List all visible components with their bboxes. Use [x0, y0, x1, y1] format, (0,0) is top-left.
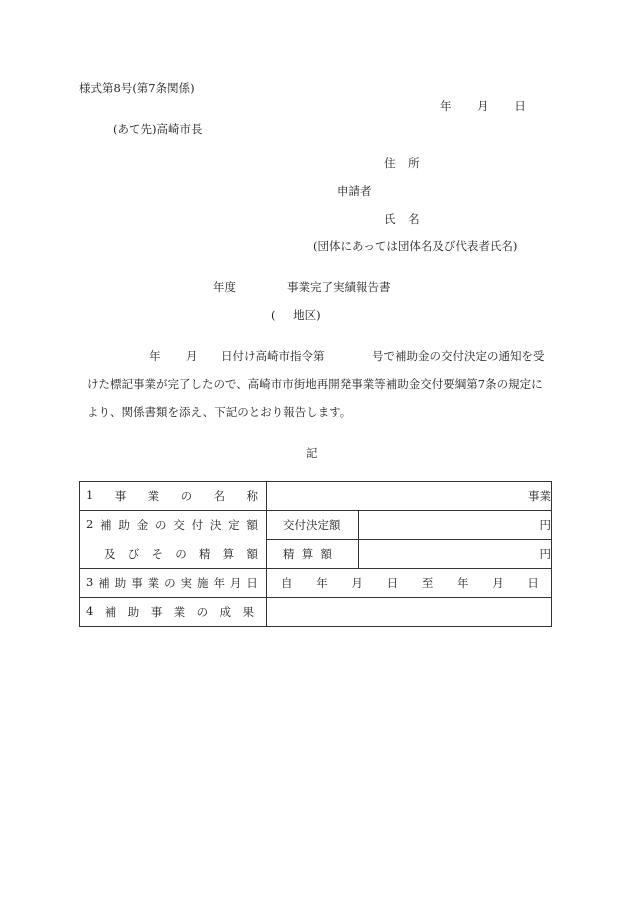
- label-char: 精: [283, 547, 295, 561]
- implementation-dates: [267, 575, 551, 591]
- row2b-label-cell: [80, 540, 267, 569]
- address-label-char: 所: [408, 156, 420, 170]
- project-name-field[interactable]: 事業: [267, 482, 552, 511]
- body-line1-year: 年: [149, 349, 161, 363]
- table-row: [80, 511, 552, 540]
- label-char: の: [164, 576, 176, 590]
- grant-decision-label-cell: [267, 511, 359, 540]
- row-number: 3: [86, 575, 94, 589]
- name-label: [384, 211, 420, 227]
- report-title: 事業完了実績報告書: [287, 280, 391, 294]
- grant-decision-label: 交付決定額: [283, 518, 341, 532]
- label-char: 算: [301, 547, 314, 561]
- body-line3: より、関係書類を添え、下記のとおり報告します。: [87, 405, 352, 419]
- label-char: 補: [104, 605, 117, 619]
- label-char: 算: [222, 546, 235, 561]
- row3-label: [80, 575, 266, 591]
- date-part: 自: [281, 576, 293, 590]
- body-line1-month: 月: [186, 349, 198, 363]
- label-char: 助: [118, 518, 130, 533]
- row4-label-cell: [80, 598, 267, 627]
- row3-label-cell: [80, 569, 267, 598]
- date-part: 至: [421, 576, 434, 590]
- date-part: 日: [386, 576, 399, 590]
- report-table: [79, 481, 552, 627]
- label-char: の: [196, 605, 209, 619]
- label-char: 果: [242, 605, 254, 619]
- implementation-dates-field[interactable]: [267, 569, 552, 598]
- date-line: [440, 98, 526, 114]
- label-char: 実: [180, 576, 193, 590]
- addressee: (あて先)高崎市長: [113, 122, 203, 136]
- row1-label: [80, 488, 266, 504]
- row2b-label: [80, 546, 266, 562]
- label-char: 金: [136, 518, 149, 533]
- label-char: 決: [209, 518, 222, 533]
- title-year: 年度: [213, 280, 236, 294]
- address-label: [384, 155, 420, 171]
- ki-heading: 記: [306, 446, 318, 460]
- table-row: [80, 569, 552, 598]
- label-char: 事: [114, 489, 127, 503]
- label-char: 助: [127, 605, 140, 619]
- body-line2: けた標記事業が完了したので、高崎市市街地再開発事業等補助金交付要綱第7条の規定に: [87, 377, 543, 391]
- label-char: 業: [147, 489, 160, 503]
- label-char: 額: [320, 547, 332, 561]
- date-part: 月: [351, 576, 363, 590]
- label-char: 補: [98, 576, 110, 590]
- body-line1-rest: 号で補助金の交付決定の通知を受: [372, 349, 545, 363]
- label-char: 月: [229, 576, 242, 590]
- label-char: そ: [151, 546, 163, 561]
- label-char: 付: [191, 518, 204, 533]
- label-char: の: [180, 489, 193, 503]
- grant-decision-amount-field[interactable]: 円: [359, 511, 552, 540]
- label-char: 業: [173, 605, 186, 619]
- settlement-amount-field[interactable]: 円: [359, 540, 552, 569]
- table-row: [80, 540, 552, 569]
- district-open-paren: (: [271, 308, 276, 322]
- label-char: 施: [197, 576, 209, 590]
- label-char: 成: [219, 605, 232, 619]
- label-char: の: [175, 546, 187, 561]
- label-char: 称: [246, 489, 258, 503]
- date-part: 日: [527, 576, 539, 590]
- label-char: 額: [246, 546, 258, 561]
- label-char: 名: [213, 489, 226, 503]
- label-char: 精: [199, 546, 211, 561]
- settlement-label-cell: [267, 540, 359, 569]
- name-label-char: 氏: [384, 212, 396, 226]
- label-char: び: [127, 546, 140, 561]
- row2-label: [80, 517, 266, 533]
- label-char: 助: [114, 576, 127, 590]
- body-line1-ordinance: 日付け高崎市指令第: [221, 349, 325, 363]
- row-number: 4: [86, 604, 94, 618]
- row-number: 2: [86, 517, 94, 532]
- label-char: 補: [100, 518, 112, 533]
- row-number: 1: [86, 488, 94, 502]
- label-char: 額: [246, 518, 258, 533]
- form-number: 様式第8号(第7条関係): [79, 81, 195, 95]
- date-part: 年: [457, 576, 469, 590]
- address-label-char: 住: [384, 156, 396, 170]
- label-char: 事: [131, 576, 143, 590]
- label-char: 業: [147, 576, 160, 590]
- date-month: 月: [477, 99, 489, 113]
- label-char: 定: [228, 518, 240, 533]
- table-row: [80, 598, 552, 627]
- row1-label-cell: [80, 482, 267, 511]
- date-day: 日: [514, 99, 526, 113]
- applicant-label: 申請者: [337, 184, 372, 198]
- table-row: [80, 482, 552, 511]
- name-label-char: 名: [408, 212, 420, 226]
- settlement-label: [267, 546, 358, 562]
- label-char: 交: [173, 518, 185, 533]
- date-part: 年: [316, 576, 328, 590]
- label-char: 及: [104, 546, 116, 561]
- label-char: 年: [213, 576, 225, 590]
- row4-label: [80, 604, 266, 620]
- date-part: 月: [492, 576, 504, 590]
- row2-label-cell: [80, 511, 267, 540]
- label-char: 日: [246, 576, 258, 590]
- label-char: 事: [150, 605, 163, 619]
- district-label: 地区): [293, 308, 321, 322]
- label-char: の: [155, 518, 167, 533]
- results-field[interactable]: [267, 598, 552, 627]
- org-note: (団体にあっては団体名及び代表者氏名): [313, 239, 518, 253]
- district-line: [271, 307, 321, 323]
- date-year: 年: [440, 99, 452, 113]
